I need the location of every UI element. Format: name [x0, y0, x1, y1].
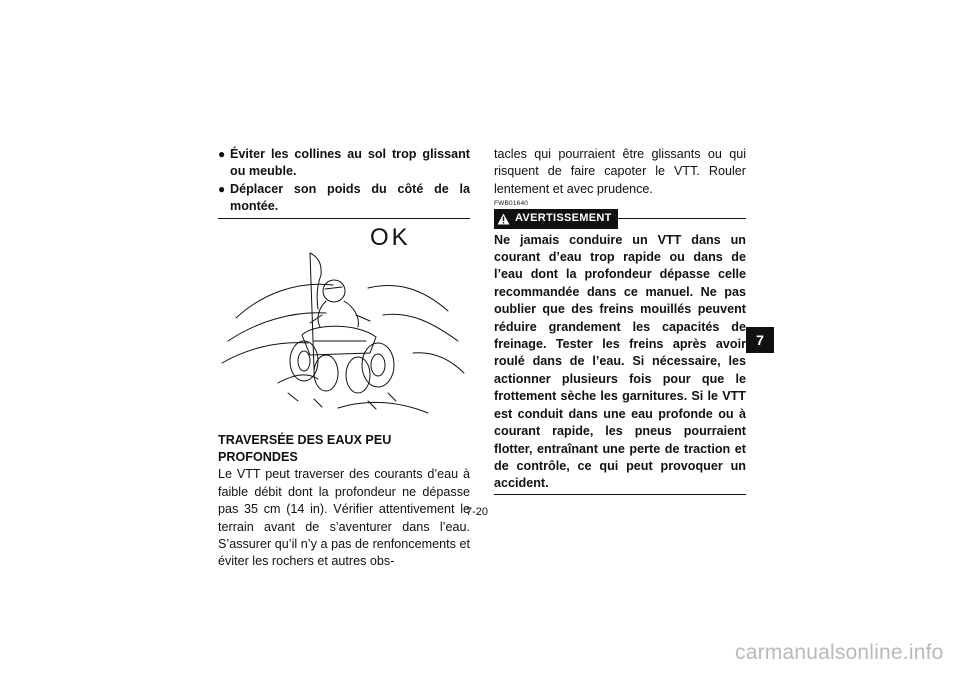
left-column [218, 146, 470, 571]
bullet-dot-icon: ● [218, 181, 226, 196]
warning-label: AVERTISSEMENT [515, 212, 612, 225]
atv-illustration [218, 223, 470, 428]
watermark: carmanualsonline.info [735, 641, 944, 664]
warning-badge [494, 209, 618, 228]
warning-header-rule [618, 218, 746, 219]
body-paragraph-continued: tacles qui pourraient être glissants ou qui risquent de faire capoter le VTT. Rouler lentement et avec prudence. [494, 147, 746, 196]
section-divider [218, 218, 470, 219]
warning-text: Ne jamais conduire un VTT dans un courant d’eau trop rapide ou dans de l’eau dont la profondeur dépasse celle recommandée dans ce manuel. Ne pas oublier que des freins mouillés peuvent réduire grandement les capacités de freinage. Tester les freins après avoir roulé dans de l’eau. Si nécessaire, les actionner plusieurs fois pour que le frottement sèche les garnitures. Si le VTT est conduit dans une eau profonde ou à courant rapide, les pneus pourraient flotter, entraînant une perte de traction et de contrôle, ce qui peut provoquer un accident. [494, 232, 746, 491]
page-number: 7-20 [466, 506, 489, 518]
warning-header [494, 209, 746, 228]
bullet-item: ● Déplacer son poids du côté de la montée. [218, 181, 470, 216]
warning-bottom-rule [494, 494, 746, 495]
body-paragraph: Le VTT peut traverser des courants d’eau à faible débit dont la profondeur ne dépasse pas 35 cm (14 in). Vérifier attentivement le terrain avant de s’aventurer dans l’eau. S’assurer qu’il n’y a pas de renfoncements et éviter les rochers et autres obs- [218, 467, 470, 569]
right-column [494, 146, 746, 495]
bullet-item: ● Éviter les collines au sol trop glissant ou meuble. [218, 146, 470, 181]
illustration-label: OK [370, 223, 411, 251]
section-heading: TRAVERSÉE DES EAUX PEU PROFONDES [218, 432, 392, 465]
reference-code: FWB01640 [494, 200, 529, 208]
chapter-tab: 7 [746, 327, 774, 353]
bullet-dot-icon: ● [218, 147, 226, 161]
rider-on-atv-icon [218, 223, 470, 428]
warning-triangle-icon [497, 213, 510, 225]
